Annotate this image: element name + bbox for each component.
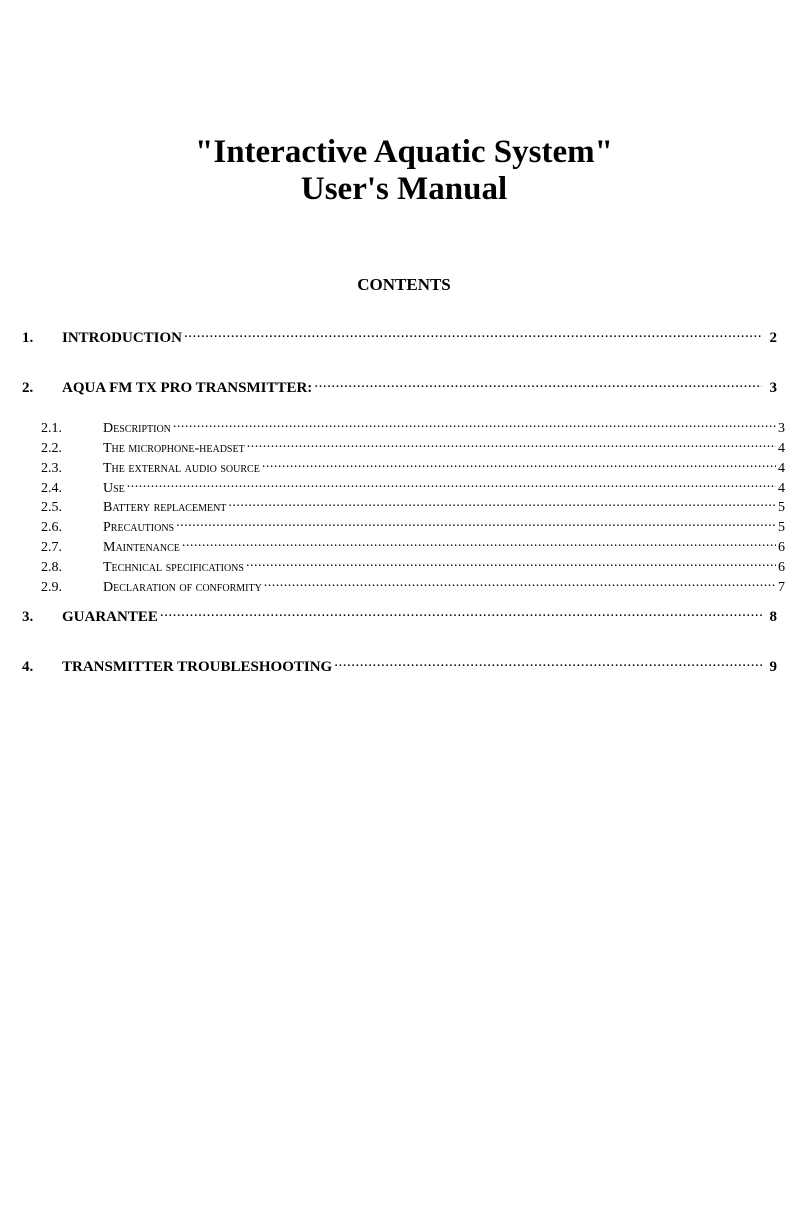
toc-subentry-number: 2.7. bbox=[41, 540, 62, 555]
toc-subentry-number: 2.2. bbox=[41, 441, 62, 456]
toc-subentry-number: 2.4. bbox=[41, 481, 62, 496]
toc-subentry-number: 2.3. bbox=[41, 461, 62, 476]
document-title bbox=[0, 134, 808, 208]
toc-subentry-number: 2.1. bbox=[41, 421, 62, 436]
toc-subentry-label: Declaration of conformity bbox=[103, 580, 262, 595]
toc-subentry-battery-replacement[interactable] bbox=[41, 497, 785, 516]
toc-entry-aqua-fm-tx-pro-transmitter[interactable] bbox=[22, 377, 777, 397]
toc-dot-leader bbox=[262, 458, 776, 472]
toc-entry-number: 3. bbox=[22, 609, 34, 625]
toc-subentry-label: Precautions bbox=[103, 520, 175, 535]
toc-subentry-label: The microphone-headset bbox=[103, 441, 245, 456]
toc-subentry-label: Maintenance bbox=[103, 540, 180, 555]
toc-subentry-number: 2.9. bbox=[41, 580, 62, 595]
toc-dot-leader bbox=[334, 656, 761, 671]
toc-subentry-page: 6 bbox=[778, 560, 785, 575]
toc-subentry-number: 2.8. bbox=[41, 560, 62, 575]
toc-entry-guarantee[interactable] bbox=[22, 606, 777, 626]
toc-entry-page: 2 bbox=[769, 330, 777, 346]
toc-subentry-external-audio-source[interactable] bbox=[41, 458, 785, 477]
toc-entry-introduction[interactable] bbox=[22, 327, 777, 347]
toc-dot-leader bbox=[264, 577, 776, 591]
toc-entry-label: GUARANTEE bbox=[62, 609, 158, 625]
toc-subentry-page: 4 bbox=[778, 481, 785, 496]
toc-entry-transmitter-troubleshooting[interactable] bbox=[22, 656, 777, 676]
toc-subentry-description[interactable] bbox=[41, 418, 785, 437]
toc-subentry-maintenance[interactable] bbox=[41, 537, 785, 556]
toc-entry-label: TRANSMITTER TROUBLESHOOTING bbox=[62, 659, 333, 675]
toc-dot-leader bbox=[228, 497, 776, 511]
toc-dot-leader bbox=[127, 478, 776, 492]
toc-entry-page: 9 bbox=[769, 659, 777, 675]
toc-subentry-page: 6 bbox=[778, 540, 785, 555]
toc-entry-page: 3 bbox=[769, 380, 777, 396]
toc-dot-leader bbox=[246, 557, 776, 571]
toc-subentry-page: 7 bbox=[778, 580, 785, 595]
toc-subentry-page: 3 bbox=[778, 421, 785, 436]
toc-subentry-number: 2.6. bbox=[41, 520, 62, 535]
toc-subentry-page: 5 bbox=[778, 500, 785, 515]
toc-entry-number: 1. bbox=[22, 330, 34, 346]
toc-entry-number: 4. bbox=[22, 659, 34, 675]
toc-entry-label: AQUA FM TX PRO TRANSMITTER: bbox=[62, 380, 313, 396]
toc-entry-number: 2. bbox=[22, 380, 34, 396]
contents-heading: CONTENTS bbox=[357, 275, 451, 294]
toc-subentry-technical-specifications[interactable] bbox=[41, 557, 785, 576]
toc-dot-leader bbox=[173, 418, 776, 432]
toc-subentry-use[interactable] bbox=[41, 478, 785, 497]
toc-subentry-label: Description bbox=[103, 421, 171, 436]
toc-subentry-declaration-of-conformity[interactable] bbox=[41, 577, 785, 596]
toc-subentry-page: 4 bbox=[778, 461, 785, 476]
toc-subentry-label: Technical specifications bbox=[103, 560, 244, 575]
toc-subentry-label: The external audio source bbox=[103, 461, 260, 476]
toc-subentry-precautions[interactable] bbox=[41, 517, 785, 536]
toc-subentry-microphone-headset[interactable] bbox=[41, 438, 785, 457]
toc-subentry-label: Battery replacement bbox=[103, 500, 227, 515]
title-line-1: "Interactive Aquatic System" bbox=[195, 134, 613, 170]
toc-subentry-label: Use bbox=[103, 481, 125, 496]
toc-entry-page: 8 bbox=[769, 609, 777, 625]
toc-dot-leader bbox=[182, 537, 776, 551]
toc-subentry-number: 2.5. bbox=[41, 500, 62, 515]
toc-subentry-page: 4 bbox=[778, 441, 785, 456]
toc-dot-leader bbox=[176, 517, 776, 531]
toc-dot-leader bbox=[184, 327, 761, 342]
toc-dot-leader bbox=[314, 377, 761, 392]
title-line-2: User's Manual bbox=[300, 171, 508, 207]
toc-subentry-page: 5 bbox=[778, 520, 785, 535]
toc-dot-leader bbox=[247, 438, 776, 452]
toc-entry-label: INTRODUCTION bbox=[62, 330, 183, 346]
toc-dot-leader bbox=[160, 606, 762, 621]
